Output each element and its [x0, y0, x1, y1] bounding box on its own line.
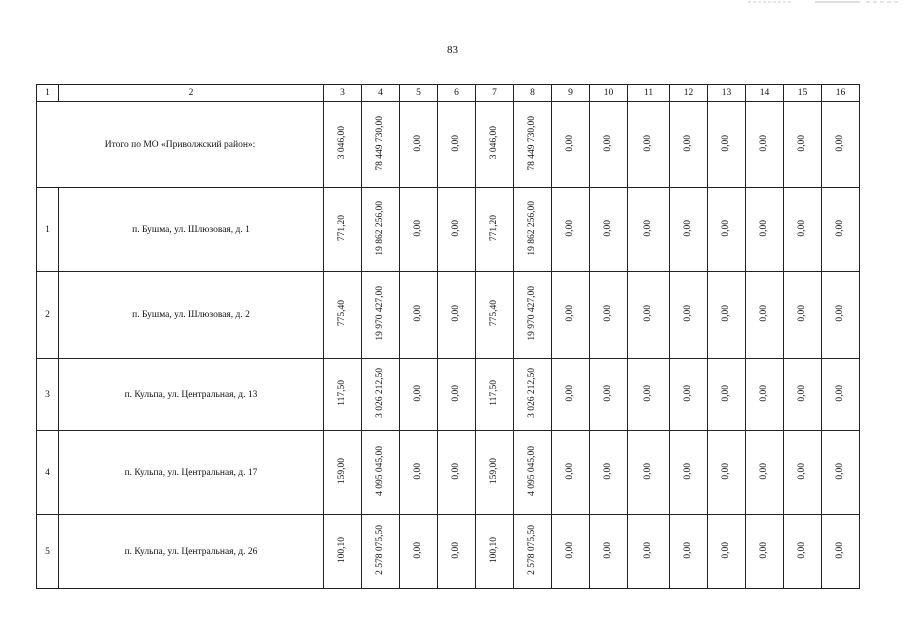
- table-row: [37, 431, 860, 515]
- value-text: 3 046,00: [336, 126, 347, 160]
- value-text: 0,00: [796, 219, 807, 237]
- value-text: 0,00: [642, 134, 653, 152]
- table-row: [37, 272, 860, 359]
- value-cell: [362, 272, 400, 359]
- value-cell: [400, 272, 438, 359]
- value-cell: [438, 102, 476, 188]
- header-cell: 3: [324, 85, 362, 102]
- value-cell: [784, 431, 822, 515]
- value-cell: [476, 272, 514, 359]
- row-address: п. Кульпа, ул. Центральная, д. 13: [59, 359, 324, 431]
- value-cell: [324, 359, 362, 431]
- value-text: 0,00: [642, 462, 653, 480]
- value-cell: [670, 272, 708, 359]
- value-cell: [552, 272, 590, 359]
- value-text: 4 095 045,00: [374, 446, 385, 496]
- value-cell: [708, 102, 746, 188]
- value-cell: [822, 102, 860, 188]
- header-cell: 11: [628, 85, 670, 102]
- value-text: 3 026 212,50: [526, 368, 537, 418]
- value-text: 0,00: [564, 541, 575, 559]
- value-text: 0,00: [564, 219, 575, 237]
- value-cell: [400, 359, 438, 431]
- value-text: 117,50: [336, 380, 347, 406]
- value-text: 0,00: [412, 462, 423, 480]
- value-text: 0,00: [564, 134, 575, 152]
- value-cell: [362, 102, 400, 188]
- value-text: 159,00: [488, 457, 499, 485]
- value-text: 0,00: [796, 541, 807, 559]
- value-cell: [746, 272, 784, 359]
- value-text: 0,00: [602, 541, 613, 559]
- scan-top-marks: [0, 0, 905, 10]
- value-cell: [324, 431, 362, 515]
- value-cell: [822, 188, 860, 272]
- value-text: 0,00: [450, 219, 461, 237]
- value-text: 771,20: [336, 214, 347, 242]
- header-cell: 2: [59, 85, 324, 102]
- value-cell: [514, 431, 552, 515]
- header-cell: 4: [362, 85, 400, 102]
- value-text: 0,00: [682, 305, 693, 322]
- value-text: 0,00: [834, 541, 845, 559]
- value-cell: [590, 515, 628, 589]
- value-text: 0,00: [796, 462, 807, 480]
- header-cell: 7: [476, 85, 514, 102]
- value-cell: [400, 188, 438, 272]
- total-label: Итого по МО «Приволжский район»:: [37, 102, 324, 188]
- value-cell: [438, 272, 476, 359]
- value-text: 19 970 427,00: [526, 286, 537, 341]
- value-cell: [400, 431, 438, 515]
- header-cell: 10: [590, 85, 628, 102]
- value-cell: [590, 102, 628, 188]
- value-cell: [552, 359, 590, 431]
- value-text: 0,00: [682, 462, 693, 480]
- value-text: 4 095 045,00: [526, 446, 537, 496]
- header-row: [37, 85, 860, 102]
- value-cell: [514, 359, 552, 431]
- value-cell: [324, 515, 362, 589]
- value-cell: [628, 102, 670, 188]
- value-cell: [438, 359, 476, 431]
- value-cell: [514, 515, 552, 589]
- value-text: 775,40: [488, 300, 499, 327]
- value-text: 2 578 075,50: [526, 525, 537, 575]
- value-text: 3 026 212,50: [374, 368, 385, 418]
- row-address: п. Бушма, ул. Шлюзовая, д. 2: [59, 272, 324, 359]
- value-cell: [670, 431, 708, 515]
- header-cell: 14: [746, 85, 784, 102]
- value-text: 2 578 075,50: [374, 525, 385, 575]
- value-text: 78 449 730,00: [374, 115, 385, 171]
- value-text: 0,00: [564, 384, 575, 402]
- row-address: п. Кульпа, ул. Центральная, д. 17: [59, 431, 324, 515]
- value-text: 0,00: [412, 384, 423, 402]
- value-text: 0,00: [642, 219, 653, 237]
- header-cell: 8: [514, 85, 552, 102]
- row-number: 2: [37, 272, 59, 359]
- value-cell: [670, 515, 708, 589]
- value-cell: [476, 431, 514, 515]
- value-cell: [590, 359, 628, 431]
- value-cell: [708, 272, 746, 359]
- value-cell: [822, 515, 860, 589]
- value-cell: [400, 102, 438, 188]
- value-text: 117,50: [488, 380, 499, 406]
- header-cell: 1: [37, 85, 59, 102]
- value-text: 0,00: [642, 384, 653, 402]
- table-row: [37, 515, 860, 589]
- value-text: 0,00: [834, 305, 845, 322]
- value-cell: [514, 102, 552, 188]
- table-row: [37, 359, 860, 431]
- header-cell: 15: [784, 85, 822, 102]
- value-cell: [822, 359, 860, 431]
- value-text: 0,00: [834, 462, 845, 480]
- value-cell: [784, 515, 822, 589]
- value-cell: [746, 515, 784, 589]
- value-cell: [438, 431, 476, 515]
- value-text: 0,00: [758, 462, 769, 480]
- value-text: 0,00: [412, 541, 423, 559]
- value-text: 0,00: [682, 384, 693, 402]
- value-cell: [438, 188, 476, 272]
- value-text: 0,00: [450, 134, 461, 152]
- header-cell: 5: [400, 85, 438, 102]
- value-cell: [628, 431, 670, 515]
- value-cell: [628, 188, 670, 272]
- value-text: 0,00: [720, 541, 731, 559]
- value-text: 100,10: [336, 536, 347, 564]
- value-text: 0,00: [412, 134, 423, 152]
- value-text: 100,10: [488, 536, 499, 564]
- data-table: [36, 84, 860, 589]
- row-number: 1: [37, 188, 59, 272]
- value-cell: [708, 359, 746, 431]
- value-cell: [708, 431, 746, 515]
- value-text: 0,00: [450, 462, 461, 480]
- value-cell: [670, 102, 708, 188]
- value-text: 0,00: [564, 305, 575, 322]
- value-text: 0,00: [564, 462, 575, 480]
- value-text: 19 862 256,00: [374, 200, 385, 256]
- value-text: 0,00: [758, 541, 769, 559]
- value-text: 0,00: [758, 305, 769, 322]
- value-cell: [552, 188, 590, 272]
- value-cell: [746, 188, 784, 272]
- header-cell: 6: [438, 85, 476, 102]
- value-text: 0,00: [642, 541, 653, 559]
- value-cell: [438, 515, 476, 589]
- value-text: 0,00: [720, 219, 731, 237]
- value-cell: [822, 431, 860, 515]
- page-number: 83: [447, 44, 458, 56]
- value-cell: [670, 188, 708, 272]
- value-text: 0,00: [602, 384, 613, 402]
- value-cell: [628, 515, 670, 589]
- value-cell: [514, 188, 552, 272]
- value-text: 159,00: [336, 457, 347, 485]
- value-cell: [746, 431, 784, 515]
- value-cell: [628, 272, 670, 359]
- value-cell: [552, 515, 590, 589]
- value-text: 19 970 427,00: [374, 286, 385, 341]
- value-text: 78 449 730,00: [526, 115, 537, 171]
- row-number: 3: [37, 359, 59, 431]
- value-text: 0,00: [720, 305, 731, 322]
- value-cell: [400, 515, 438, 589]
- value-cell: [746, 102, 784, 188]
- value-cell: [590, 188, 628, 272]
- value-cell: [552, 431, 590, 515]
- value-text: 0,00: [834, 219, 845, 237]
- value-text: 0,00: [682, 134, 693, 152]
- row-address: п. Кульпа, ул. Центральная, д. 26: [59, 515, 324, 589]
- value-cell: [476, 188, 514, 272]
- row-number: 4: [37, 431, 59, 515]
- value-text: 19 862 256,00: [526, 200, 537, 256]
- value-text: 0,00: [682, 219, 693, 237]
- value-cell: [708, 515, 746, 589]
- value-text: 0,00: [450, 384, 461, 402]
- value-text: 0,00: [412, 305, 423, 322]
- value-text: 0,00: [642, 305, 653, 322]
- value-cell: [476, 102, 514, 188]
- value-text: 0,00: [720, 384, 731, 402]
- value-text: 0,00: [682, 541, 693, 559]
- value-cell: [362, 359, 400, 431]
- value-cell: [784, 102, 822, 188]
- value-text: 0,00: [758, 219, 769, 237]
- value-text: 0,00: [758, 134, 769, 152]
- value-cell: [552, 102, 590, 188]
- value-cell: [822, 272, 860, 359]
- value-text: 0,00: [450, 305, 461, 322]
- value-cell: [670, 359, 708, 431]
- value-cell: [476, 359, 514, 431]
- value-text: 0,00: [602, 462, 613, 480]
- value-text: 0,00: [834, 134, 845, 152]
- value-cell: [746, 359, 784, 431]
- value-cell: [784, 359, 822, 431]
- value-cell: [708, 188, 746, 272]
- row-number: 5: [37, 515, 59, 589]
- value-cell: [784, 188, 822, 272]
- value-text: 0,00: [602, 219, 613, 237]
- value-text: 0,00: [602, 134, 613, 152]
- table-body: [37, 85, 860, 589]
- header-cell: 13: [708, 85, 746, 102]
- value-cell: [514, 272, 552, 359]
- value-cell: [362, 188, 400, 272]
- value-text: 0,00: [796, 134, 807, 152]
- total-row: [37, 102, 860, 188]
- value-text: 0,00: [450, 541, 461, 559]
- value-text: 0,00: [834, 384, 845, 402]
- value-cell: [324, 102, 362, 188]
- header-cell: 16: [822, 85, 860, 102]
- row-address: п. Бушма, ул. Шлюзовая, д. 1: [59, 188, 324, 272]
- value-text: 771,20: [488, 214, 499, 242]
- value-cell: [476, 515, 514, 589]
- value-cell: [362, 515, 400, 589]
- value-cell: [590, 272, 628, 359]
- value-text: 0,00: [412, 219, 423, 237]
- value-cell: [362, 431, 400, 515]
- value-text: 3 046,00: [488, 126, 499, 160]
- value-cell: [628, 359, 670, 431]
- value-text: 0,00: [758, 384, 769, 402]
- value-text: 0,00: [720, 134, 731, 152]
- value-text: 775,40: [336, 300, 347, 327]
- table-row: [37, 188, 860, 272]
- value-cell: [324, 188, 362, 272]
- value-text: 0,00: [796, 305, 807, 322]
- value-cell: [324, 272, 362, 359]
- header-cell: 12: [670, 85, 708, 102]
- value-text: 0,00: [602, 305, 613, 322]
- header-cell: 9: [552, 85, 590, 102]
- value-cell: [784, 272, 822, 359]
- value-text: 0,00: [796, 384, 807, 402]
- value-text: 0,00: [720, 462, 731, 480]
- value-cell: [590, 431, 628, 515]
